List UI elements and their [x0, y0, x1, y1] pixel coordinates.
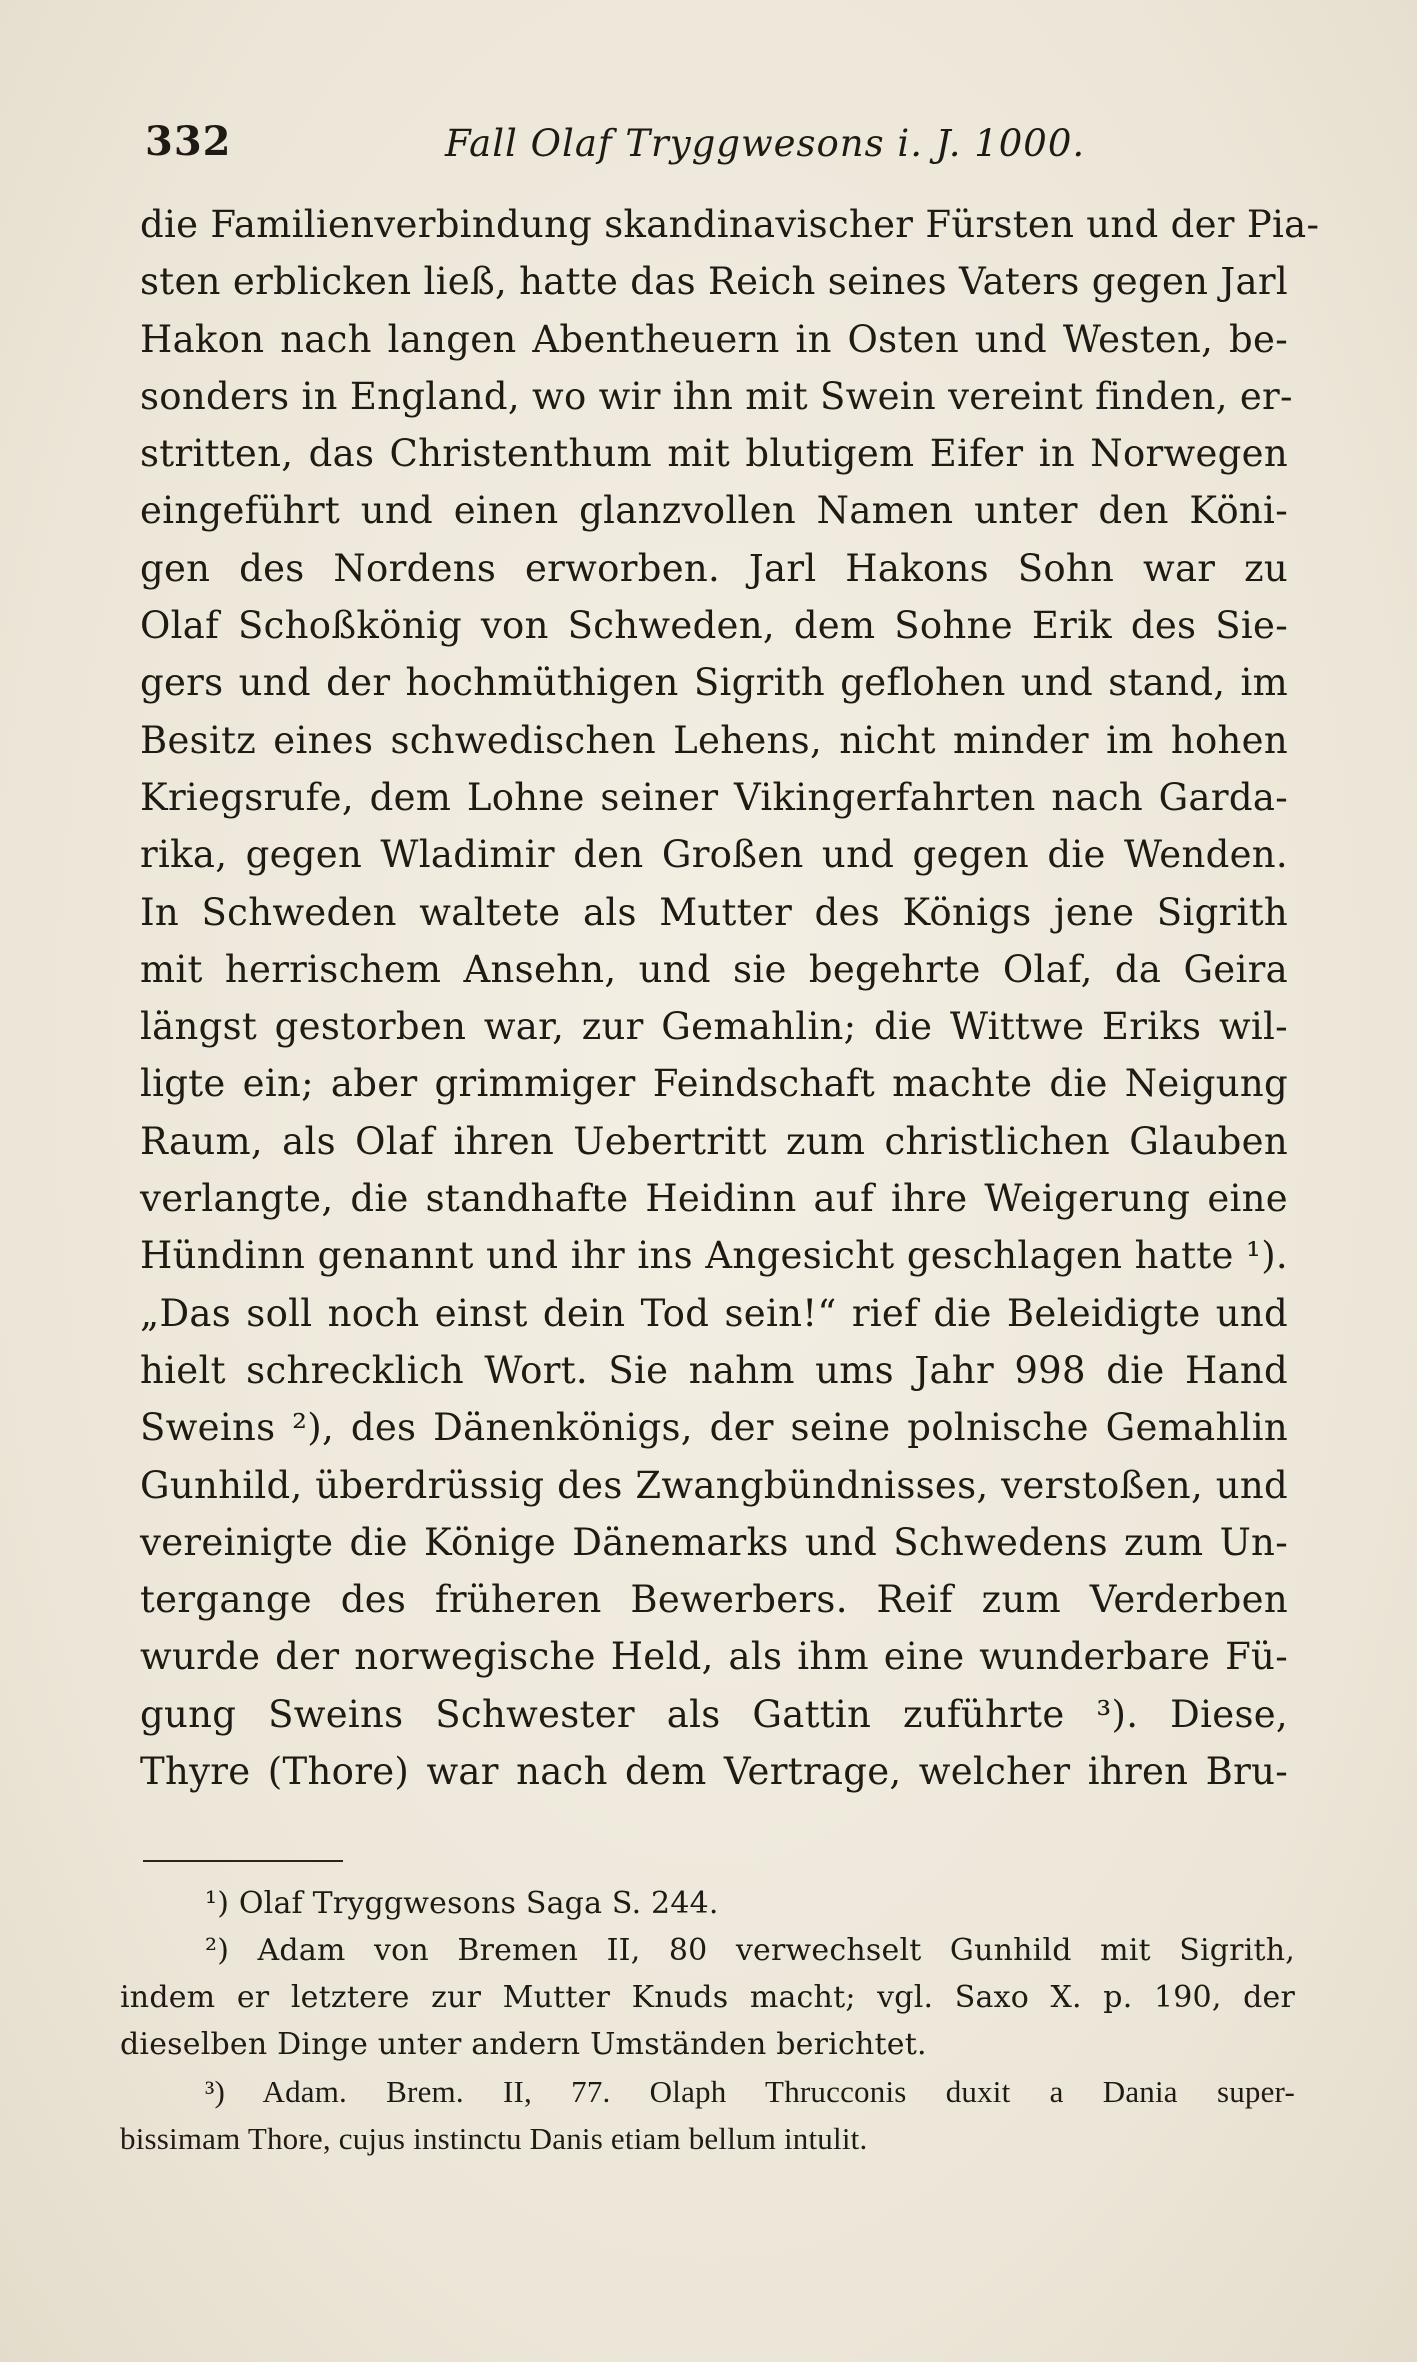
footnote-line: dieselben Dinge unter andern Umständen berichtet.	[120, 2027, 927, 2062]
body-line: Thyre (Thore) war nach dem Vertrage, welcher ihren Bru-	[140, 1750, 1288, 1794]
body-line: rika, gegen Wladimir den Großen und gegen die Wenden.	[140, 833, 1288, 877]
body-line: mit herrischem Ansehn, und sie begehrte Olaf, da Geira	[140, 947, 1288, 991]
body-line: eingeführt und einen glanzvollen Namen unter den Köni-	[140, 489, 1288, 533]
body-line: „Das soll noch einst dein Tod sein!“ rief die Beleidigte und	[140, 1291, 1288, 1335]
footnotes	[120, 1880, 1295, 2162]
body-line: längst gestorben war, zur Gemahlin; die Wittwe Eriks wil-	[140, 1005, 1288, 1049]
footnote-line: ¹) Olaf Tryggwesons Saga S. 244.	[205, 1886, 719, 1921]
body-line: tergange des früheren Bewerbers. Reif zum Verderben	[140, 1578, 1288, 1622]
body-line: gen des Nordens erworben. Jarl Hakons Sohn war zu	[140, 546, 1288, 590]
body-line: stritten, das Christenthum mit blutigem Eifer in Norwegen	[140, 432, 1288, 476]
running-head: Fall Olaf Tryggwesons i. J. 1000.	[445, 122, 1086, 165]
body-line: Raum, als Olaf ihren Uebertritt zum christlichen Glauben	[140, 1119, 1288, 1163]
body-line: wurde der norwegische Held, als ihm eine wunderbare Fü-	[140, 1635, 1288, 1679]
body-line: Hündinn genannt und ihr ins Angesicht geschlagen hatte ¹).	[140, 1234, 1288, 1278]
body-line: Hakon nach langen Abentheuern in Osten und Westen, be-	[140, 317, 1288, 361]
footnote-line: indem er letztere zur Mutter Knuds macht; vgl. Saxo X. p. 190, der	[120, 1980, 1295, 2015]
body-line: Kriegsrufe, dem Lohne seiner Vikingerfahrten nach Garda-	[140, 775, 1288, 819]
footnote-line: bissimam Thore, cujus instinctu Danis etiam bellum intulit.	[120, 2121, 868, 2156]
body-line: Olaf Schoßkönig von Schweden, dem Sohne Erik des Sie-	[140, 604, 1288, 648]
page-header	[145, 118, 1295, 178]
body-line: Sweins ²), des Dänenkönigs, der seine polnische Gemahlin	[140, 1406, 1288, 1450]
body-line: gers und der hochmüthigen Sigrith geflohen und stand, im	[140, 661, 1288, 705]
body-line: hielt schrecklich Wort. Sie nahm ums Jahr 998 die Hand	[140, 1348, 1288, 1392]
body-line: sten erblicken ließ, hatte das Reich seines Vaters gegen Jarl	[140, 260, 1288, 304]
footnote-line: ²) Adam von Bremen II, 80 verwechselt Gunhild mit Sigrith,	[205, 1933, 1295, 1968]
body-line: gung Sweins Schwester als Gattin zuführte ³). Diese,	[140, 1692, 1288, 1736]
body-line: die Familienverbindung skandinavischer Fürsten und der Pia-	[140, 203, 1320, 246]
body-line: In Schweden waltete als Mutter des Königs jene Sigrith	[140, 890, 1288, 934]
body-text	[140, 196, 1320, 1800]
body-line: sonders in England, wo wir ihn mit Swein vereint finden, er-	[140, 374, 1293, 418]
body-line: ligte ein; aber grimmiger Feindschaft machte die Neigung	[140, 1062, 1288, 1106]
body-line: Besitz eines schwedischen Lehens, nicht minder im hohen	[140, 718, 1288, 762]
footnote-divider	[143, 1860, 343, 1862]
page-number: 332	[145, 118, 232, 165]
footnote-line: ³) Adam. Brem. II, 77. Olaph Thrucconis duxit a Dania super-	[205, 2074, 1295, 2109]
body-line: verlangte, die standhafte Heidinn auf ihre Weigerung eine	[140, 1177, 1288, 1221]
body-line: Gunhild, überdrüssig des Zwangbündnisses, verstoßen, und	[140, 1463, 1288, 1507]
body-line: vereinigte die Könige Dänemarks und Schwedens zum Un-	[140, 1520, 1288, 1564]
